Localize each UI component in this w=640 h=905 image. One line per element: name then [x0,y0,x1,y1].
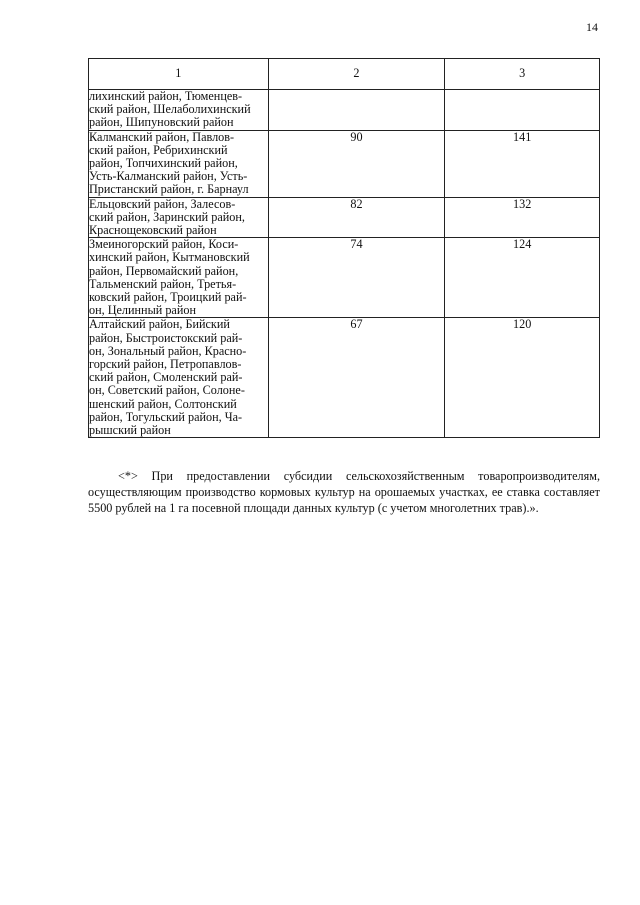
rate-cell-col2: 82 [268,197,445,238]
rate-cell-col3: 141 [445,130,600,197]
district-line: Алтайский район, Бийский [89,317,230,332]
column-header-2: 2 [268,59,445,90]
districts-cell [89,130,269,197]
district-line: район, Топчихинский район, [89,156,238,171]
rate-cell-col2: 90 [268,130,445,197]
district-line: Тальменский район, Третья- [89,276,237,291]
districts-cell [89,90,269,131]
column-header-3: 3 [445,59,600,90]
rate-cell-col2 [268,90,445,131]
district-line: район, Быстроистокский рай- [89,330,243,345]
table-row [89,130,600,197]
table-row [89,197,600,238]
table-row [89,238,600,318]
district-line: хинский район, Кытмановский [89,250,250,265]
districts-cell [89,197,269,238]
rate-cell-col3: 124 [445,238,600,318]
district-line: он, Целинный район [89,303,196,318]
districts-cell [89,318,269,438]
table-row [89,90,600,131]
district-line: он, Советский район, Солоне- [89,383,245,398]
page-number: 14 [586,20,598,34]
district-line: Змеиногорский район, Коси- [89,237,239,252]
rate-cell-col3: 132 [445,197,600,238]
district-line: Ельцовский район, Залесов- [89,196,236,211]
table-header-row [89,59,600,90]
district-line: ский район, Заринский район, [89,209,245,224]
district-line: район, Тогульский район, Ча- [89,409,243,424]
footnote-text: <*> При предоставлении субсидии сельскохозяйственным товаропроизводителям, осуществляющим производство кормовых культур на орошаемых участках, ее ставка составляет 5500 рублей на 1 га посевной площади данных культур (с учетом многолетних трав).». [88,469,600,516]
district-line: ский район, Шелаболихинский [89,102,251,117]
district-line: лихинский район, Тюменцев- [89,89,243,103]
district-line: Калманский район, Павлов- [89,129,235,144]
rate-cell-col2: 67 [268,318,445,438]
rate-cell-col2: 74 [268,238,445,318]
district-line: горский район, Петропавлов- [89,357,242,372]
footnote [88,468,600,517]
table-row [89,318,600,438]
district-line: ский район, Ребрихинский [89,142,228,157]
district-line: ский район, Смоленский рай- [89,370,243,385]
district-line: шенский район, Солтонский [89,396,237,411]
district-line: район, Шипуновский район [89,115,234,130]
column-header-1: 1 [89,59,269,90]
district-line: рышский район [89,423,171,438]
district-line: Пристанский район, г. Барнаул [89,182,249,197]
district-line: он, Зональный район, Красно- [89,343,247,358]
rate-cell-col3: 120 [445,318,600,438]
district-line: Краснощековский район [89,223,217,238]
districts-cell [89,238,269,318]
district-line: Усть-Калманский район, Усть- [89,169,248,184]
subsidy-rates-table [88,58,600,438]
district-line: ковский район, Троицкий рай- [89,290,247,305]
district-line: район, Первомайский район, [89,263,239,278]
rate-cell-col3 [445,90,600,131]
